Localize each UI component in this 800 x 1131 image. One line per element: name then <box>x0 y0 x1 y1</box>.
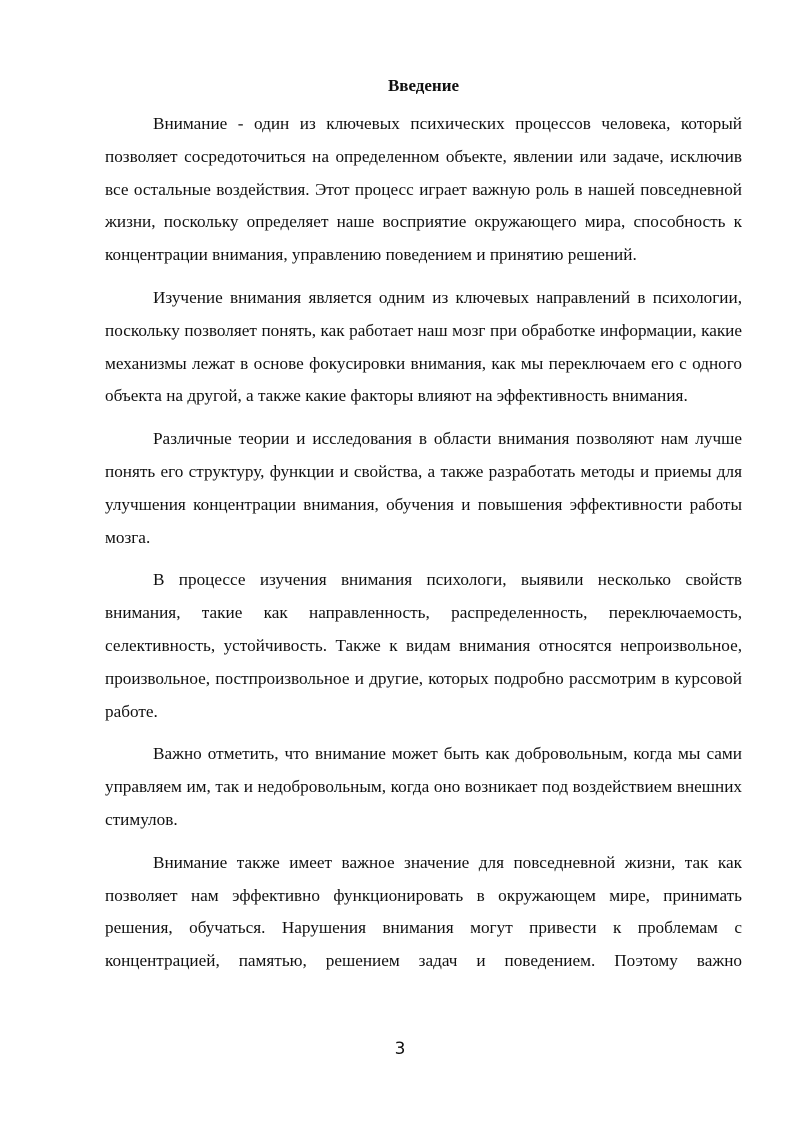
document-page <box>105 74 742 978</box>
paragraph-1: Внимание - один из ключевых психических процессов человека, который позволяет сосредоточиться на определенном объекте, явлении или задаче, исключив все остальные воздействия. Этот процесс играет важную роль в нашей повседневной жизни, поскольку определяет наше восприятие окружающего мира, способность к концентрации внимания, управлению поведением и принятию решений. <box>105 114 742 265</box>
section-title: Введение <box>387 76 460 95</box>
paragraph-6: Внимание также имеет важное значение для повседневной жизни, так как позволяет нам эффективно функционировать в окружающем мире, принимать решения, обучаться. Нарушения внимания могут привести к проблемам с концентрацией, памятью, решением задач и поведением. Поэтому важно <box>105 852 742 971</box>
paragraph-5: Важно отметить, что внимание может быть как добровольным, когда мы сами управляем им, так и недобровольным, когда оно возникает под воздействием внешних стимулов. <box>105 744 742 829</box>
paragraph-3: Различные теории и исследования в области внимания позволяют нам лучше понять его структуру, функции и свойства, а также разработать методы и приемы для улучшения концентрации внимания, обучения и повышения эффективности работы мозга. <box>105 429 742 547</box>
page-number: 3 <box>394 1039 406 1059</box>
paragraph-2: Изучение внимания является одним из ключевых направлений в психологии, поскольку позволяет понять, как работает наш мозг при обработке информации, какие механизмы лежат в основе фокусировки внимания, как мы переключаем его с одного объекта на другой, а также какие факторы влияют на эффективность внимания. <box>105 287 742 406</box>
paragraph-4: В процессе изучения внимания психологи, выявили несколько свойств внимания, такие как направленность, распределенность, переключаемость, селективность, устойчивость. Также к видам внимания относятся непроизвольное, произвольное, постпроизвольное и другие, которых подробно рассмотрим в курсовой работе. <box>105 570 742 721</box>
